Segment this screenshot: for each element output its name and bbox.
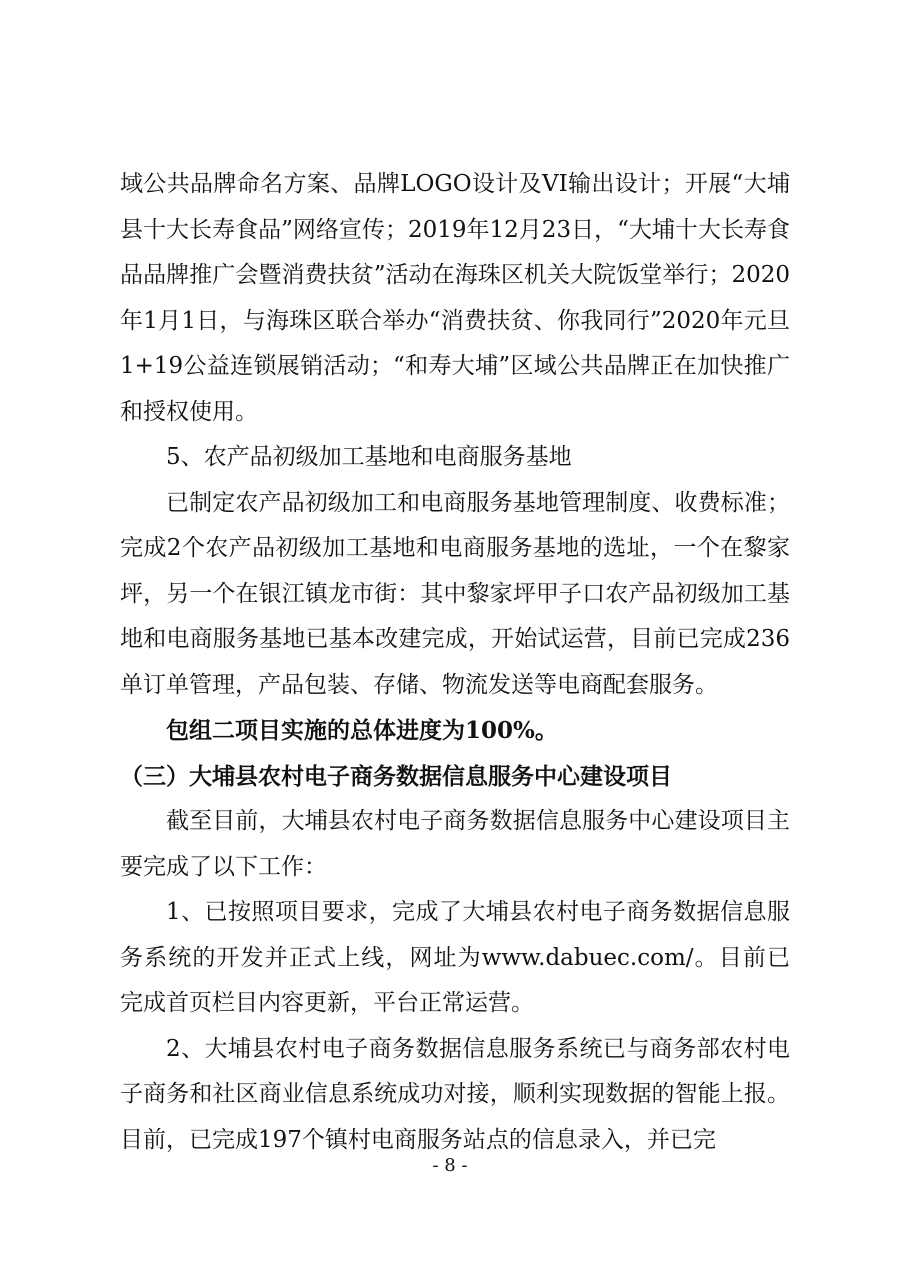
- section-heading-data-center: （三）大埔县农村电子商务数据信息服务中心建设项目: [120, 762, 672, 790]
- document-body: [120, 162, 790, 1163]
- paragraph-processing-base: 已制定农产品初级加工和电商服务基地管理制度、收费标准；完成2个农产品初级加工基地和电商服务基地的选址，一个在黎家坪，另一个在银江镇龙市街：其中黎家坪甲子口农产品初级加工基地和电商服务基地已基本改建完成，开始试运营，目前已完成236单订单管理，产品包装、存储、物流发送等电商配套服务。: [120, 489, 790, 698]
- progress-summary: 包组二项目实施的总体进度为100%。: [166, 717, 558, 744]
- item-heading-processing-base: 5、农产品初级加工基地和电商服务基地: [166, 444, 572, 470]
- paragraph-system-integration: 2、大埔县农村电子商务数据信息服务系统已与商务部农村电子商务和社区商业信息系统成功对接，顺利实现数据的智能上报。目前，已完成197个镇村电商服务站点的信息录入，并已完: [120, 1035, 790, 1153]
- paragraph-brand-promotion: 域公共品牌命名方案、品牌LOGO设计及VI输出设计；开展“大埔县十大长寿食品”网络宣传；2019年12月23日，“大埔十大长寿食品品牌推广会暨消费扶贫”活动在海珠区机关大院饭堂举行；2020年1月1日，与海珠区联合举办“消费扶贫、你我同行”2020年元旦1+19公益连锁展销活动；“和寿大埔”区域公共品牌正在加快推广和授权使用。: [120, 171, 790, 425]
- paragraph-system-launch: 1、已按照项目要求，完成了大埔县农村电子商务数据信息服务系统的开发并正式上线，网址为www.dabuec.com/。目前已完成首页栏目内容更新，平台正常运营。: [120, 899, 790, 1016]
- page-number: - 8 -: [432, 1155, 468, 1176]
- paragraph-data-center-intro: 截至目前，大埔县农村电子商务数据信息服务中心建设项目主要完成了以下工作：: [120, 808, 790, 880]
